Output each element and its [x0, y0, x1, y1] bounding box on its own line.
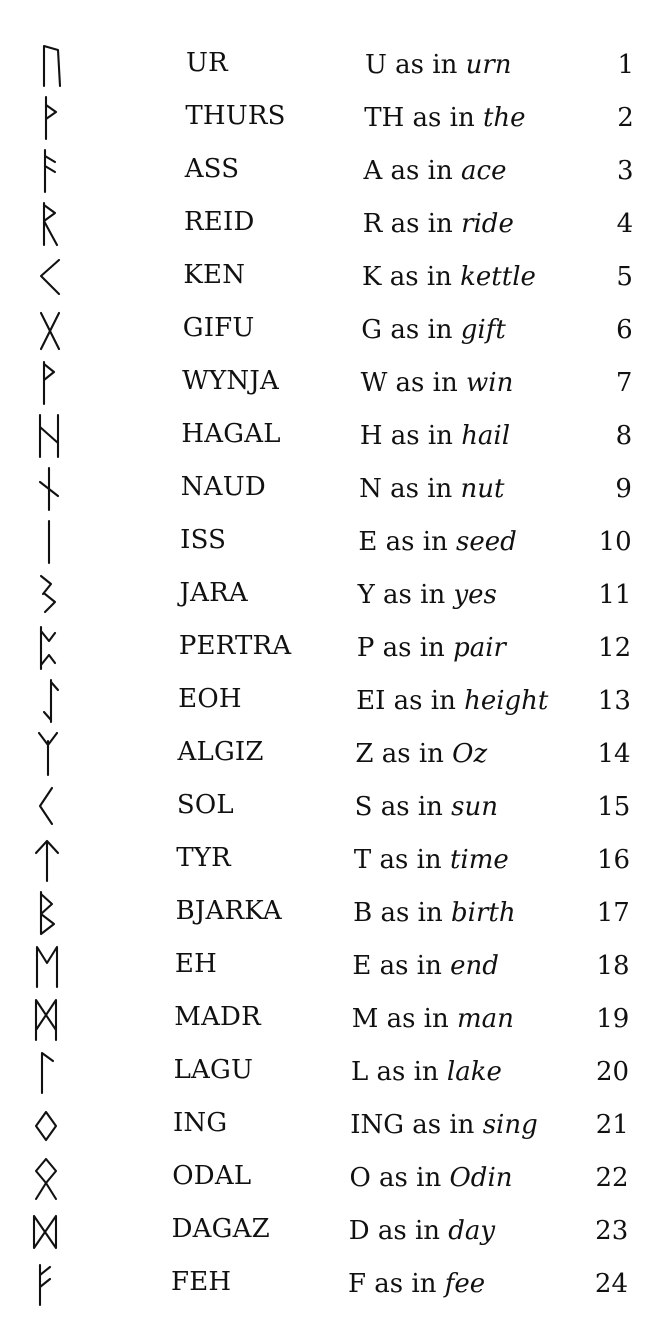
table-row	[0, 144, 670, 197]
rune-name: UR	[186, 48, 228, 78]
sound-label: Z as in	[355, 739, 444, 769]
rune-sound	[361, 368, 514, 398]
sound-label: ING as in	[350, 1110, 475, 1140]
table-row	[0, 38, 670, 91]
rune-sound	[352, 951, 498, 981]
ken-rune-icon	[33, 254, 67, 300]
table-row	[0, 250, 670, 303]
sound-example: seed	[456, 527, 517, 557]
rune-sound	[365, 50, 512, 80]
odal-rune-icon	[29, 1155, 63, 1201]
sound-label: W as in	[360, 368, 458, 398]
rune-number: 17	[596, 898, 630, 928]
rune-name: HAGAL	[181, 419, 281, 449]
sound-example: kettle	[460, 262, 536, 292]
rune-sound	[362, 262, 536, 292]
rune-name: JARA	[179, 578, 248, 608]
feh-rune-icon	[28, 1261, 62, 1307]
rune-name: MADR	[174, 1002, 261, 1032]
rune-number: 23	[595, 1216, 629, 1246]
rune-sound	[363, 209, 514, 239]
sound-example: ride	[461, 209, 514, 239]
sound-example: fee	[444, 1269, 486, 1299]
sound-example: win	[466, 368, 514, 398]
rune-number: 8	[615, 421, 633, 451]
rune-sound	[355, 739, 487, 769]
rune-sound	[349, 1163, 512, 1193]
ing-rune-icon	[29, 1102, 63, 1148]
sound-example: Oz	[452, 739, 488, 769]
rune-number: 11	[598, 580, 632, 610]
rune-name: ODAL	[172, 1161, 252, 1191]
sound-label: Y as in	[357, 580, 446, 610]
sound-label: M as in	[351, 1004, 449, 1034]
rune-name: GIFU	[182, 313, 255, 343]
bjarka-rune-icon	[30, 890, 64, 936]
rune-number: 13	[597, 686, 631, 716]
table-row	[0, 91, 670, 144]
rune-number: 18	[596, 951, 630, 981]
sound-example: the	[482, 103, 526, 133]
rune-number: 19	[596, 1004, 630, 1034]
sound-label: E as in	[358, 527, 448, 557]
sound-example: ace	[461, 156, 507, 186]
table-row	[0, 780, 670, 833]
sound-label: F as in	[348, 1269, 437, 1299]
rune-number: 3	[616, 156, 634, 186]
sound-label: O as in	[349, 1163, 442, 1193]
rune-number: 7	[615, 368, 633, 398]
rune-name: LAGU	[173, 1055, 254, 1085]
sound-label: S as in	[354, 792, 443, 822]
table-row	[0, 1045, 670, 1098]
table-row	[0, 515, 670, 568]
rune-name: EOH	[178, 684, 242, 714]
rune-number: 12	[598, 633, 632, 663]
sound-example: end	[450, 951, 499, 981]
sound-example: sing	[482, 1110, 538, 1140]
rune-name: BJARKA	[175, 896, 282, 926]
sound-example: birth	[450, 898, 516, 928]
sound-label: B as in	[353, 898, 443, 928]
rune-sound	[357, 633, 506, 663]
gifu-rune-icon	[33, 307, 67, 353]
rune-number: 16	[597, 845, 631, 875]
rune-name: KEN	[183, 260, 246, 290]
sound-example: height	[464, 686, 549, 716]
sound-label: P as in	[356, 633, 445, 663]
rune-sound	[359, 474, 504, 504]
rune-name: PERTRA	[178, 631, 292, 661]
table-row	[0, 621, 670, 674]
rune-name: TYR	[176, 843, 231, 873]
rune-name: THURS	[185, 101, 286, 131]
rune-name: REID	[184, 207, 255, 237]
rune-number: 20	[595, 1057, 630, 1087]
rune-sound	[364, 156, 507, 186]
rune-sound	[361, 315, 506, 345]
sound-label: U as in	[365, 50, 458, 80]
sound-label: K as in	[362, 262, 452, 292]
iss-rune-icon	[32, 519, 66, 565]
sound-label: R as in	[362, 209, 453, 239]
table-row	[0, 886, 670, 939]
rune-sound	[348, 1269, 485, 1299]
rune-name: ING	[172, 1108, 228, 1138]
jara-rune-icon	[31, 572, 65, 618]
sol-rune-icon	[30, 784, 64, 830]
table-row	[0, 939, 670, 992]
rune-number: 15	[597, 792, 631, 822]
sound-example: day	[448, 1216, 496, 1246]
rune-name: DAGAZ	[171, 1214, 270, 1244]
sound-label: A as in	[363, 156, 453, 186]
rune-name: EH	[174, 949, 217, 979]
sound-label: EI as in	[356, 686, 456, 716]
tyr-rune-icon	[30, 837, 64, 883]
rune-name: WYNJA	[182, 366, 279, 396]
pertra-rune-icon	[31, 625, 65, 671]
madr-rune-icon	[29, 996, 63, 1042]
rune-number: 2	[617, 103, 634, 133]
eoh-rune-icon	[31, 678, 65, 724]
table-row	[0, 992, 670, 1045]
table-row	[0, 1257, 670, 1310]
sound-label: H as in	[359, 421, 453, 451]
sound-label: G as in	[361, 315, 453, 345]
ass-rune-icon	[33, 148, 67, 194]
rune-number: 9	[615, 474, 632, 504]
rune-sound	[354, 845, 509, 875]
rune-sound	[355, 792, 498, 822]
rune-number: 14	[597, 739, 631, 769]
sound-example: pair	[453, 633, 506, 663]
hagal-rune-icon	[32, 413, 66, 459]
rune-sound	[358, 580, 497, 610]
rune-name: ALGIZ	[177, 737, 264, 767]
rune-table	[0, 38, 670, 1310]
rune-sound	[360, 421, 510, 451]
sound-example: Odin	[449, 1163, 513, 1193]
rune-number: 21	[595, 1110, 629, 1140]
rune-number: 24	[594, 1269, 628, 1299]
rune-sound	[350, 1110, 538, 1140]
sound-label: L as in	[350, 1057, 439, 1087]
rune-number: 6	[616, 315, 633, 345]
table-row	[0, 1204, 670, 1257]
sound-example: lake	[446, 1057, 502, 1087]
rune-number: 1	[617, 50, 634, 80]
rune-sound	[358, 527, 516, 557]
sound-example: man	[457, 1004, 514, 1034]
rune-sound	[351, 1057, 502, 1087]
sound-example: urn	[465, 50, 512, 80]
table-row	[0, 356, 670, 409]
rune-sound	[353, 898, 515, 928]
sound-label: E as in	[352, 951, 442, 981]
sound-label: N as in	[359, 474, 453, 504]
sound-example: nut	[460, 474, 505, 504]
rune-name: ISS	[180, 525, 227, 555]
sound-example: time	[449, 845, 509, 875]
rune-sound	[356, 686, 548, 716]
table-row	[0, 568, 670, 621]
rune-name: NAUD	[180, 472, 266, 502]
table-row	[0, 1151, 670, 1204]
rune-name: FEH	[171, 1267, 232, 1297]
sound-example: gift	[460, 315, 506, 345]
sound-example: hail	[461, 421, 511, 451]
table-row	[0, 833, 670, 886]
lagu-rune-icon	[29, 1049, 63, 1095]
algiz-rune-icon	[31, 731, 65, 777]
table-row	[0, 409, 670, 462]
rune-number: 5	[616, 262, 633, 292]
table-row	[0, 727, 670, 780]
table-row	[0, 197, 670, 250]
table-row	[0, 462, 670, 515]
rune-number: 10	[598, 527, 632, 557]
ur-rune-icon	[34, 42, 68, 88]
sound-label: D as in	[348, 1216, 441, 1246]
table-row	[0, 674, 670, 727]
rune-sound	[352, 1004, 514, 1034]
sound-label: T as in	[353, 845, 442, 875]
dagaz-rune-icon	[28, 1208, 62, 1254]
rune-sound	[364, 103, 525, 133]
rune-sound	[349, 1216, 495, 1246]
sound-label: TH as in	[364, 103, 475, 133]
rune-name: SOL	[176, 790, 234, 820]
wynja-rune-icon	[32, 360, 66, 406]
table-row	[0, 303, 670, 356]
naud-rune-icon	[32, 466, 66, 512]
table-row	[0, 1098, 670, 1151]
thurs-rune-icon	[34, 95, 68, 141]
eh-rune-icon	[30, 943, 64, 989]
rune-name: ASS	[184, 154, 240, 184]
sound-example: sun	[451, 792, 498, 822]
reid-rune-icon	[33, 201, 67, 247]
rune-number: 22	[595, 1163, 629, 1193]
rune-number: 4	[616, 209, 634, 239]
sound-example: yes	[453, 580, 497, 610]
